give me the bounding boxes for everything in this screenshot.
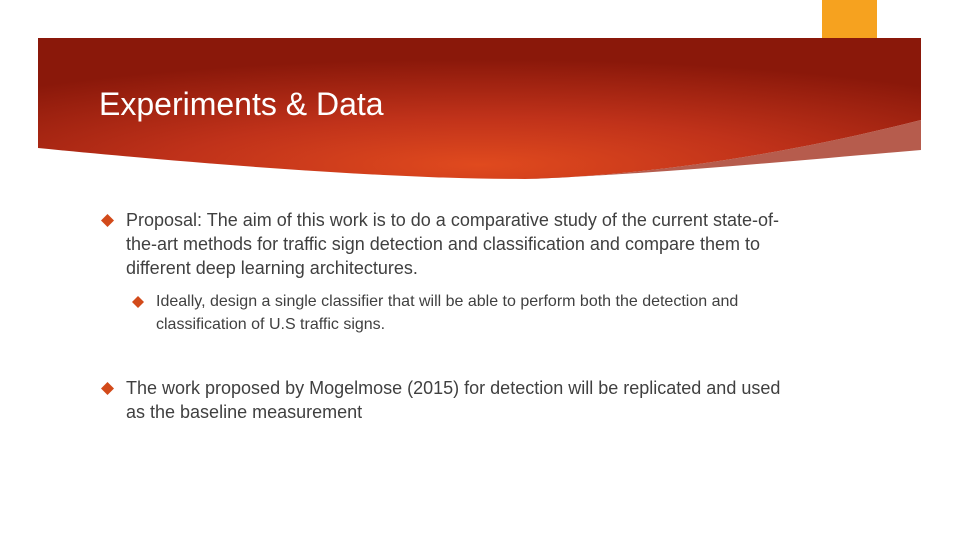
- sub-bullet-text: Ideally, design a single classifier that will be able to perform both the detection and classification of U.S traffic signs.: [156, 293, 739, 333]
- sub-bullet-item: [132, 290, 752, 336]
- diamond-bullet-icon: [101, 214, 114, 227]
- bullet-text: Proposal: The aim of this work is to do a comparative study of the current state-of-the-art methods for traffic sign detection and classification and compare them to different deep learning architectures.: [126, 210, 779, 278]
- diamond-bullet-icon: [132, 296, 144, 308]
- bullet-text: The work proposed by Mogelmose (2015) for detection will be replicated and used as the baseline measurement: [126, 378, 781, 422]
- bullet-item: [101, 208, 791, 280]
- diamond-bullet-icon: [101, 382, 114, 395]
- bullet-item: [101, 376, 791, 424]
- slide-title: Experiments & Data: [99, 86, 384, 122]
